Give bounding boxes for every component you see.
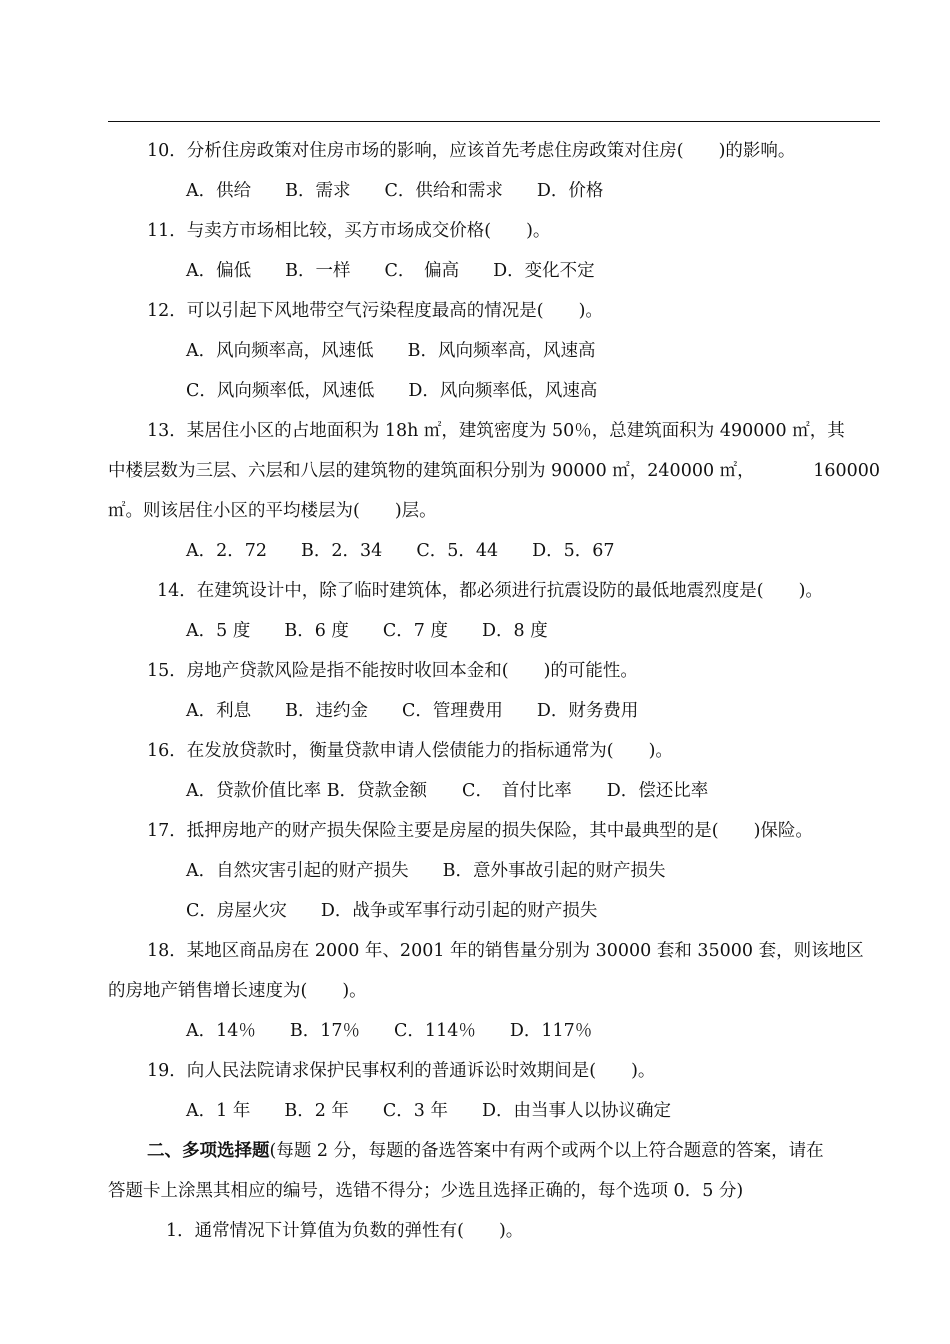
question-18-stem-line1: 18．某地区商品房在 2000 年、2001 年的销售量分别为 30000 套和 35000 套，则该地区	[147, 941, 864, 961]
option-d: D．价格	[536, 181, 604, 201]
question-12-options-row1	[0, 336, 950, 376]
option-c: C．114％	[394, 1021, 476, 1041]
section-2-desc-line2: 答题卡上涂黑其相应的编号，选错不得分；少选且选择正确的，每个选项 0．5 分)	[108, 1181, 744, 1201]
section-2-heading-line	[0, 1136, 950, 1176]
option-a: A．自然灾害引起的财产损失	[186, 861, 409, 881]
section-2-question-1-stem: 1．通常情况下计算值为负数的弹性有( )。	[166, 1221, 524, 1241]
question-18-stem-line2: 的房地产销售增长速度为( )。	[108, 981, 367, 1001]
option-d: D．风向频率低，风速高	[408, 381, 598, 401]
option-a: A．风向频率高，风速低	[186, 341, 374, 361]
option-b: B．意外事故引起的财产损失	[442, 861, 666, 881]
option-c: C． 偏高	[384, 261, 460, 281]
question-17-stem: 17．抵押房地产的财产损失保险主要是房屋的损失保险，其中最典型的是( )保险。	[147, 821, 813, 841]
section-2-heading: 二、多项选择题	[147, 1141, 270, 1161]
option-c: C．风向频率低，风速低	[186, 381, 375, 401]
section-2-desc: (每题 2 分，每题的备选答案中有两个或两个以上符合题意的答案，请在	[269, 1141, 824, 1161]
question-18-options	[0, 1016, 950, 1056]
option-b: B．风向频率高，风速高	[407, 341, 596, 361]
option-c: C．房屋火灾	[186, 901, 287, 921]
option-a: A．供给	[186, 181, 252, 201]
question-17-options-row1	[0, 856, 950, 896]
option-a: A．14％	[186, 1021, 256, 1041]
option-d: D．由当事人以协议确定	[482, 1101, 672, 1121]
question-11-options	[0, 256, 950, 296]
stem-text: 中楼层数为三层、六层和八层的建筑物的建筑面积分别为 90000 ㎡，240000 ㎡，	[108, 461, 755, 481]
question-11-stem: 11．与卖方市场相比较，买方市场成交价格( )。	[147, 221, 551, 241]
exam-page	[0, 136, 950, 1256]
option-a: A．5 度	[186, 621, 251, 641]
option-c: C．5．44	[416, 541, 499, 561]
option-b: B．需求	[285, 181, 351, 201]
option-a: A．2．72	[186, 541, 268, 561]
question-15-stem: 15．房地产贷款风险是指不能按时收回本金和( )的可能性。	[147, 661, 638, 681]
option-c: C．7 度	[382, 621, 448, 641]
option-a: A．1 年	[186, 1101, 251, 1121]
question-19-stem: 19．向人民法院请求保护民事权利的普通诉讼时效期间是( )。	[147, 1061, 656, 1081]
option-d: D．财务费用	[536, 701, 639, 721]
option-c: C．供给和需求	[384, 181, 503, 201]
question-13-stem-line2	[0, 456, 880, 496]
question-19-options	[0, 1096, 950, 1136]
option-d: D．117％	[509, 1021, 593, 1041]
option-a: A．利息	[186, 701, 252, 721]
question-13-options	[0, 536, 950, 576]
option-d: D．战争或军事行动引起的财产损失	[320, 901, 598, 921]
question-14-stem: 14．在建筑设计中，除了临时建筑体，都必须进行抗震设防的最低地震烈度是( )。	[157, 581, 823, 601]
header-rule	[108, 121, 880, 122]
option-b: B．2 年	[284, 1101, 349, 1121]
option-c: C．3 年	[382, 1101, 448, 1121]
option-d: D．5．67	[532, 541, 615, 561]
question-16-stem: 16．在发放贷款时，衡量贷款申请人偿债能力的指标通常为( )。	[147, 741, 673, 761]
option-d: D．变化不定	[493, 261, 595, 281]
question-15-options	[0, 696, 950, 736]
question-16-options: A．贷款价值比率 B．贷款金额 C． 首付比率 D．偿还比率	[186, 781, 709, 801]
stem-number: 160000	[813, 461, 880, 481]
option-b: B．17％	[289, 1021, 361, 1041]
option-b: B．6 度	[284, 621, 349, 641]
question-10-stem: 10．分析住房政策对住房市场的影响，应该首先考虑住房政策对住房( )的影响。	[147, 141, 796, 161]
option-b: B．2．34	[301, 541, 383, 561]
question-10-options	[0, 176, 950, 216]
question-13-stem-line1: 13．某居住小区的占地面积为 18h ㎡，建筑密度为 50％，总建筑面积为 490000 ㎡，其	[147, 421, 845, 441]
question-12-stem: 12．可以引起下风地带空气污染程度最高的情况是( )。	[147, 301, 603, 321]
question-17-options-row2	[0, 896, 950, 936]
option-b: B．一样	[285, 261, 351, 281]
option-c: C．管理费用	[402, 701, 503, 721]
question-12-options-row2	[0, 376, 950, 416]
option-b: B．违约金	[285, 701, 369, 721]
option-d: D．8 度	[482, 621, 548, 641]
option-a: A．偏低	[186, 261, 252, 281]
question-13-stem-line3: ㎡。则该居住小区的平均楼层为( )层。	[108, 501, 437, 521]
question-14-options	[0, 616, 950, 656]
